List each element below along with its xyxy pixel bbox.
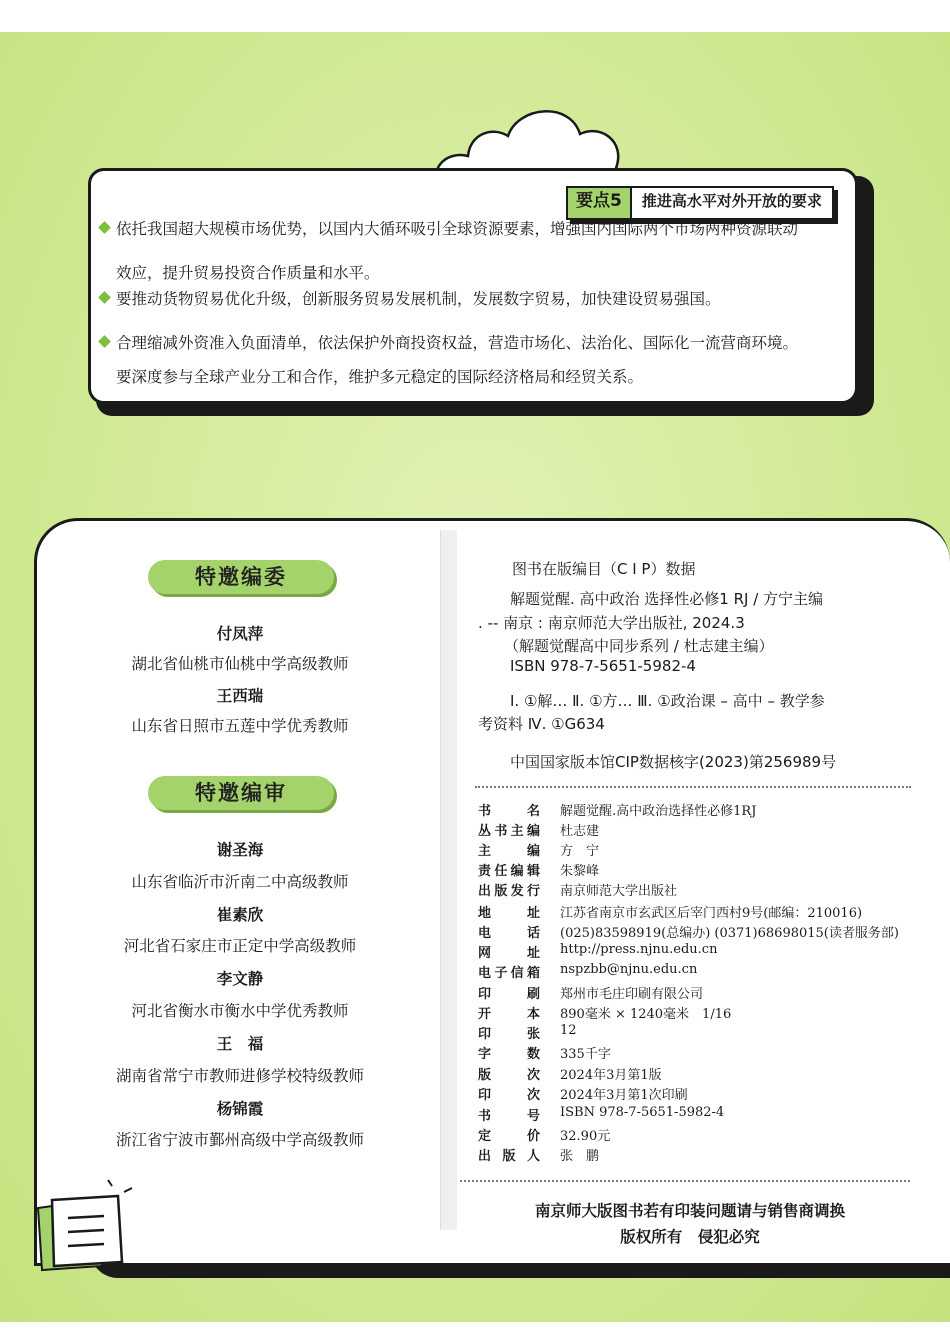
reviewer-name: 王 福 bbox=[216, 1035, 264, 1053]
key-point-title: 推进高水平对外开放的要求 bbox=[641, 192, 822, 210]
reviewer-title: 浙江省宁波市鄞州高级中学高级教师 bbox=[115, 1131, 364, 1149]
editor-name: 付凤萍 bbox=[216, 625, 264, 643]
key-point-bullet: 合理缩减外资准入负面清单，依法保护外商投资权益，营造市场化、法治化、国际化一流营商环境。 bbox=[100, 324, 850, 362]
info-row: 主 编 方 宁 bbox=[478, 844, 600, 859]
editor-name: 王西瑞 bbox=[216, 687, 264, 705]
dotted-divider bbox=[475, 786, 911, 788]
info-row: 网 址 http://press.njnu.edu.cn bbox=[478, 942, 718, 961]
footer-notice: 南京师大版图书若有印装问题请与销售商调换 bbox=[534, 1202, 845, 1220]
reviewer-name: 李文静 bbox=[216, 970, 264, 988]
key-point-continuation: 效应，提升贸易投资合作质量和水平。 bbox=[116, 264, 380, 282]
editors-heading: 特邀编委 bbox=[148, 560, 334, 594]
key-point-bullet: 要推动货物贸易优化升级，创新服务贸易发展机制，发展数字贸易，加快建设贸易强国。 bbox=[100, 280, 850, 318]
info-row: 责任编辑 朱黎峰 bbox=[478, 864, 600, 879]
info-row: 出 版 人 张 鹏 bbox=[478, 1149, 600, 1164]
cip-line: （解题觉醒高中同步系列 / 杜志建主编） bbox=[504, 637, 774, 655]
info-row: 字 数 335千字 bbox=[478, 1047, 611, 1062]
info-row: 丛书主编 杜志建 bbox=[478, 824, 600, 839]
info-row: 出版发行 南京师范大学出版社 bbox=[478, 884, 678, 899]
info-row: 书 名 解题觉醒.高中政治选择性必修1RJ bbox=[478, 804, 757, 819]
cip-heading: 图书在版编目（C I P）数据 bbox=[512, 560, 696, 578]
info-row: 地 址 江苏省南京市玄武区后宰门西村9号(邮编：210016) bbox=[478, 906, 863, 921]
footer-copyright: 版权所有 侵犯必究 bbox=[620, 1228, 760, 1246]
cip-line: . -- 南京 : 南京师范大学出版社, 2024.3 bbox=[478, 614, 745, 632]
info-row: 开 本 890毫米 × 1240毫米 1/16 bbox=[478, 1007, 732, 1022]
cip-line: 解题觉醒. 高中政治 选择性必修1 RJ / 方宁主编 bbox=[510, 590, 824, 608]
cip-verify: 中国国家版本馆CIP数据核字(2023)第256989号 bbox=[510, 753, 837, 771]
key-point-continuation: 要深度参与全球产业分工和合作，维护多元稳定的国际经济格局和经贸关系。 bbox=[116, 368, 644, 386]
editor-title: 山东省日照市五莲中学优秀教师 bbox=[131, 717, 349, 735]
reviewer-name: 崔素欣 bbox=[216, 906, 264, 924]
dotted-divider bbox=[460, 1180, 910, 1182]
info-row: 印 次 2024年3月第1次印刷 bbox=[478, 1088, 688, 1103]
document-doodle-icon bbox=[24, 1178, 134, 1278]
info-row: 定 价 32.90元 bbox=[478, 1129, 611, 1144]
cip-classification: Ⅰ. ①解… Ⅱ. ①方… Ⅲ. ①政治课 – 高中 – 教学参 bbox=[510, 692, 825, 710]
reviewer-title: 山东省临沂市沂南二中高级教师 bbox=[131, 873, 349, 891]
key-point-bullet: 依托我国超大规模市场优势，以国内大循环吸引全球资源要素，增强国内国际两个市场两种资源联动 bbox=[100, 210, 850, 248]
info-row: 电 话 (025)83598919(总编办) (0371)68698015(读者服务部) bbox=[478, 926, 899, 941]
reviewer-title: 河北省石家庄市正定中学高级教师 bbox=[123, 937, 357, 955]
info-row: 印 刷 郑州市毛庄印刷有限公司 bbox=[478, 987, 704, 1002]
reviewer-name: 谢圣海 bbox=[216, 841, 264, 859]
reviewer-title: 湖南省常宁市教师进修学校特级教师 bbox=[115, 1067, 364, 1085]
info-row: 书 号 ISBN 978-7-5651-5982-4 bbox=[478, 1105, 725, 1124]
reviewers-heading: 特邀编审 bbox=[148, 776, 334, 810]
info-row: 印 张 12 bbox=[478, 1023, 577, 1042]
key-point-label: 要点5 bbox=[568, 188, 632, 218]
info-row: 电子信箱 nspzbb@njnu.edu.cn bbox=[478, 962, 698, 981]
cip-classification: 考资料 Ⅳ. ①G634 bbox=[478, 715, 605, 733]
reviewer-name: 杨锦霞 bbox=[216, 1100, 264, 1118]
editor-title: 湖北省仙桃市仙桃中学高级教师 bbox=[131, 655, 349, 673]
page-divider bbox=[440, 530, 457, 1230]
info-row: 版 次 2024年3月第1版 bbox=[478, 1068, 662, 1083]
reviewer-title: 河北省衡水市衡水中学优秀教师 bbox=[131, 1002, 349, 1020]
cip-line: ISBN 978-7-5651-5982-4 bbox=[510, 657, 696, 675]
